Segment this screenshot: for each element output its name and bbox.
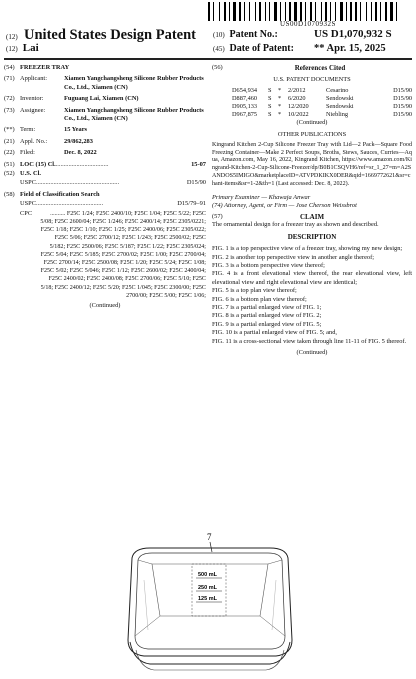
barcode-bar	[215, 2, 218, 21]
assignee-label: Assignee:	[20, 106, 46, 114]
reference-cls: D15/90	[393, 94, 412, 102]
barcode-bar	[237, 2, 238, 21]
claim-title: CLAIM	[299, 212, 325, 221]
filed-label: Filed:	[20, 149, 35, 157]
barcode-bar	[396, 2, 397, 21]
barcode-bar	[328, 2, 329, 21]
barcode-bar	[231, 2, 232, 21]
reference-cls: D15/90	[393, 110, 412, 118]
reference-mark: *	[278, 110, 282, 118]
reference-name: Sendowski	[326, 94, 354, 102]
claim-code: (57)	[212, 212, 223, 220]
barcode-bar	[242, 2, 243, 21]
cpc-label: CPC	[20, 209, 33, 217]
description-item: FIG. 7 is a partial enlarged view of FIG. 1;	[212, 303, 322, 311]
barcode-bar	[371, 2, 372, 21]
description-item: FIG. 6 is a bottom plan view thereof;	[212, 295, 307, 303]
barcode-bar	[366, 2, 367, 21]
barcode-bar	[325, 2, 327, 21]
applicant-row	[4, 75, 206, 92]
barcode-bar	[262, 2, 264, 21]
uspc-dots: ....................................................	[36, 179, 120, 187]
left-continued: (Continued)	[89, 301, 121, 309]
inventor-value: Fuguang Lai, Xiamen (CN)	[64, 95, 139, 103]
barcode-bar	[269, 2, 270, 21]
barcode-bar	[385, 2, 387, 21]
term-label: Term:	[20, 126, 36, 134]
barcode-bar	[265, 2, 266, 21]
reference-kind: S	[268, 94, 272, 102]
uscl-row	[4, 170, 206, 178]
claim-text: The ornamental design for a freezer tray as shown and described.	[212, 221, 379, 229]
barcode-text: US00D1070932S	[280, 20, 336, 28]
loc-row	[4, 161, 206, 169]
barcode-bar	[233, 2, 236, 21]
applicant-code: (71)	[4, 75, 15, 83]
reference-cls: D15/90	[393, 102, 412, 110]
field-uspc-row	[4, 200, 206, 208]
applicant-value: Xiamen Yangchangsheng Silicone Rubber Products Co., Ltd., Xiamen (CN)	[64, 75, 204, 91]
barcode-bar	[330, 2, 331, 21]
barcode-bar	[213, 2, 214, 21]
date-value: ** Apr. 15, 2025	[314, 43, 386, 54]
barcode-bar	[350, 2, 352, 21]
title-row	[4, 64, 206, 72]
assignee-code: (73)	[4, 106, 15, 114]
other-pub-text: Kingrand Kitchen 2-Cup Silicone Freezer Tray with Lid—2 Pack—Square Food Freezing Container—Make 2 Perfect Soups, Broths, Stews, Sauces, Curries—Aqua, Amazon.com, May 16, 2022, Kingrand Kitchen, https://www.amazon.com/Kingrand-Kitchen-2-Cup-Silicone-Freezer/dp/B0B1CSQVH6/ref=sr_1_27=m=A2SANDOS5IMIGO&marketplaceID=ATVPDKIKX0DER&qid=1669772621&sr=chant-items&sr=1-2&th=1 (Last accessed: Dec. 8, 2022).	[212, 141, 412, 188]
description-item: FIG. 9 is a partial enlarged view of FIG. 5;	[212, 320, 322, 328]
refs-list	[212, 87, 412, 119]
reference-date: 6/2020	[288, 94, 306, 102]
reference-cls: D15/90	[393, 86, 412, 94]
field-row	[4, 191, 206, 199]
code-10: (10)	[213, 31, 225, 39]
appl-code: (21)	[4, 137, 15, 145]
barcode-bar	[368, 2, 370, 21]
uspc-row	[4, 179, 206, 187]
date-label: Date of Patent:	[229, 43, 294, 54]
mark-500: 500 mL	[198, 572, 217, 578]
reference-kind: S	[268, 86, 272, 94]
uscl-label: U.S. Cl.	[20, 170, 41, 178]
barcode-bar	[373, 2, 374, 21]
field-label: Field of Classification Search	[20, 190, 100, 198]
barcode-bar	[259, 2, 261, 21]
inventor-label: Inventor:	[20, 95, 44, 103]
reference-date: 12/2020	[288, 102, 309, 110]
barcode-bar	[249, 2, 250, 21]
description-item: FIG. 10 is a partial enlarged view of FIG. 5; and,	[212, 329, 338, 337]
mark-250: 250 mL	[198, 585, 217, 591]
term-value: 15 Years	[64, 126, 88, 134]
reference-no: D967,875	[232, 110, 258, 118]
barcode-bar	[271, 2, 273, 21]
barcode-bar	[323, 2, 324, 21]
inventor-short: Lai	[22, 42, 39, 54]
reference-date: 10/2022	[288, 110, 309, 118]
barcode-bar	[274, 2, 277, 21]
barcode-bar	[280, 2, 281, 21]
description-list	[212, 245, 412, 346]
barcode-bar	[382, 2, 384, 21]
loc-label: LOC (15) Cl.	[20, 160, 56, 168]
barcode-bar	[337, 2, 339, 21]
barcode-bar	[239, 2, 241, 21]
barcode-bar	[219, 2, 220, 21]
barcode-bar	[246, 2, 248, 21]
description-item: FIG. 11 is a cross-sectional view taken through line 11-11 of FIG. 5 thereof.	[212, 337, 407, 345]
barcode-bar	[332, 2, 334, 21]
date-line	[213, 43, 386, 54]
appl-value: 29/862,283	[64, 137, 93, 145]
barcode-bar	[227, 2, 228, 21]
barcode-bar	[360, 2, 361, 21]
uspc-value: D15/90	[186, 179, 206, 187]
reference-row	[212, 103, 412, 111]
barcode-bar	[211, 2, 212, 21]
barcode-bar	[346, 2, 347, 21]
appl-label: Appl. No.:	[20, 137, 48, 145]
title-code: (54)	[4, 64, 15, 71]
reference-row	[212, 95, 412, 103]
barcode-bar	[378, 2, 379, 21]
barcode-bar	[398, 2, 400, 21]
barcode-bar	[298, 2, 299, 21]
reference-name: Sendowski	[326, 102, 354, 110]
barcode-bar	[278, 2, 279, 21]
barcode-bar	[255, 2, 256, 21]
barcode-bar	[292, 2, 293, 21]
description-item: FIG. 3 is a bottom perspective view thereof;	[212, 261, 325, 269]
barcode-bar	[251, 2, 254, 21]
examiner: Primary Examiner — Khawaja Anwar	[212, 194, 311, 202]
reference-no: D887,460	[232, 94, 258, 102]
barcode-bar	[244, 2, 245, 21]
barcode-bar	[282, 2, 284, 21]
barcode	[208, 2, 408, 21]
barcode-bar	[221, 2, 223, 21]
applicant-label: Applicant:	[20, 75, 47, 83]
description-item: FIG. 5 is a top plan view thereof;	[212, 287, 297, 295]
us-docs-title: U.S. PATENT DOCUMENTS	[273, 76, 351, 84]
patent-no: US D1,070,932 S	[314, 28, 392, 40]
filed-row	[4, 149, 206, 157]
inventor-code: (72)	[4, 95, 15, 103]
barcode-bar	[362, 2, 365, 21]
field-uspc-label: USPC	[20, 200, 36, 208]
barcode-bar	[300, 2, 302, 21]
refs-code: (56)	[212, 64, 223, 71]
header-rule	[4, 58, 412, 60]
barcode-bar	[358, 2, 359, 21]
inventor-row	[4, 95, 206, 103]
barcode-bar	[305, 2, 306, 21]
barcode-bar	[310, 2, 312, 21]
code-12a: (12)	[6, 33, 18, 41]
assignee-row	[4, 107, 206, 124]
barcode-bar	[257, 2, 258, 21]
description-item: FIG. 2 is another top perspective view in another angle thereof;	[212, 253, 375, 261]
barcode-bar	[294, 2, 297, 21]
barcode-bar	[287, 2, 288, 21]
barcode-bar	[380, 2, 381, 21]
barcode-bar	[394, 2, 395, 21]
doc-type-title: United States Design Patent	[24, 27, 196, 43]
barcode-bar	[289, 2, 291, 21]
barcode-bar	[344, 2, 345, 21]
uscl-code: (52)	[4, 170, 15, 178]
reference-no: D905,133	[232, 102, 258, 110]
reference-date: 2/2012	[288, 86, 306, 94]
reference-no: D654,934	[232, 86, 258, 94]
patent-no-label: Patent No.:	[229, 29, 278, 40]
description-title: DESCRIPTION	[287, 232, 337, 241]
inventor-short-line	[6, 42, 39, 54]
reference-name: Cesarino	[326, 86, 349, 94]
barcode-bar	[390, 2, 393, 21]
filed-value: Dec. 8, 2022	[64, 149, 97, 157]
loc-value: 15-07	[191, 160, 206, 168]
refs-continued: (Continued)	[296, 118, 328, 126]
attorney: (74) Attorney, Agent, or Firm — Jose Cherson Weissbrot	[212, 202, 357, 210]
loc-code: (51)	[4, 160, 15, 168]
left-column	[4, 64, 206, 310]
appl-row	[4, 138, 206, 146]
barcode-bar	[267, 2, 268, 21]
reference-row	[212, 87, 412, 95]
barcode-bar	[313, 2, 314, 21]
barcode-bar	[307, 2, 309, 21]
figure-ref-label: 7	[207, 532, 212, 542]
reference-mark: *	[278, 86, 282, 94]
barcode-bar	[303, 2, 304, 21]
barcode-bar	[321, 2, 322, 21]
term-code: (**)	[4, 126, 15, 134]
field-code: (58)	[4, 190, 15, 198]
reference-kind: S	[268, 110, 272, 118]
mark-125: 125 mL	[198, 596, 217, 602]
patent-title: FREEZER TRAY	[20, 64, 70, 71]
code-45: (45)	[213, 45, 225, 53]
field-uspc-dots: ..........................................	[36, 200, 104, 208]
assignee-value: Xiamen Yangchangsheng Silicone Rubber Products Co., Ltd., Xiamen (CN)	[64, 106, 204, 123]
other-pub-title: OTHER PUBLICATIONS	[277, 131, 347, 139]
reference-mark: *	[278, 102, 282, 110]
barcode-bar	[315, 2, 316, 21]
cpc-row	[4, 210, 206, 300]
description-item: FIG. 1 is a top perspective view of a freezer tray, showing my new design;	[212, 245, 403, 253]
patent-number-line	[213, 28, 392, 40]
filed-code: (22)	[4, 149, 15, 157]
barcode-bar	[224, 2, 226, 21]
reference-row	[212, 111, 412, 119]
cpc-text: .......... F25C 1/24; F25C 2400/10; F25C 1/04; F25C 5/22; F25C 5/08; F25C 2600/04; F25C 1/246; F25C 2400/14; F25C 2305/0221; F25C 1/18; F25C 1/10; F25C 1/25; F25C 2400/06; F25C 2305/022; F25C 5/06; F25C 2700/12; F25C 1/243; F25C 2500/02; F25C 5/182; F25C 2500/06; F25C 5/187; F25C 1/22; F25C 2305/024; F25C 5/04; F25C 5/185; F25C 2700/02; F25C 1/00; F25C 2700/04; F25C 2700/14; F25C 2500/08; F25C 1/20; F25C 5/24; F25C 1/08; F25C 5/02; F25C 5/046; F25C 1/12; F25C 2600/02; F25C 2400/04; F25C 2400/02; F25C 2400/08; F25C 2700/06; F25C 5/10; F25C 5/18; F25C 2400/12; F25C 5/20; F25C 1/045; F25C 2300/00; F25C 2700/00; F25C 5/00; F25C 1/06;	[40, 210, 206, 299]
reference-name: Niebling	[326, 110, 349, 118]
barcode-bar	[340, 2, 343, 21]
barcode-bar	[355, 2, 357, 21]
barcode-bar	[335, 2, 336, 21]
reference-mark: *	[278, 94, 282, 102]
barcode-bar	[317, 2, 320, 21]
freezer-tray-drawing	[110, 530, 310, 676]
term-row	[4, 126, 206, 134]
barcode-bar	[375, 2, 377, 21]
description-item: FIG. 8 is a partial enlarged view of FIG. 2;	[212, 312, 322, 320]
barcode-bar	[285, 2, 286, 21]
loc-dots: .................................	[55, 160, 109, 168]
field-uspc-value: D15/79–91	[177, 200, 206, 208]
claim-header	[212, 213, 412, 221]
uspc-label: USPC	[20, 179, 36, 187]
code-12b: (12)	[6, 45, 18, 53]
description-item: FIG. 4 is a front elevational view thereof, the rear elevational view, left elevational view and right elevational view are identical;	[212, 270, 412, 286]
right-column	[212, 64, 412, 357]
barcode-bar	[348, 2, 349, 21]
reference-kind: S	[268, 102, 272, 110]
barcode-bar	[388, 2, 389, 21]
barcode-bar	[208, 2, 210, 21]
refs-title: References Cited	[294, 64, 346, 72]
refs-header	[212, 64, 412, 72]
description-continued: (Continued)	[296, 348, 328, 356]
barcode-bar	[229, 2, 230, 21]
barcode-bar	[353, 2, 354, 21]
